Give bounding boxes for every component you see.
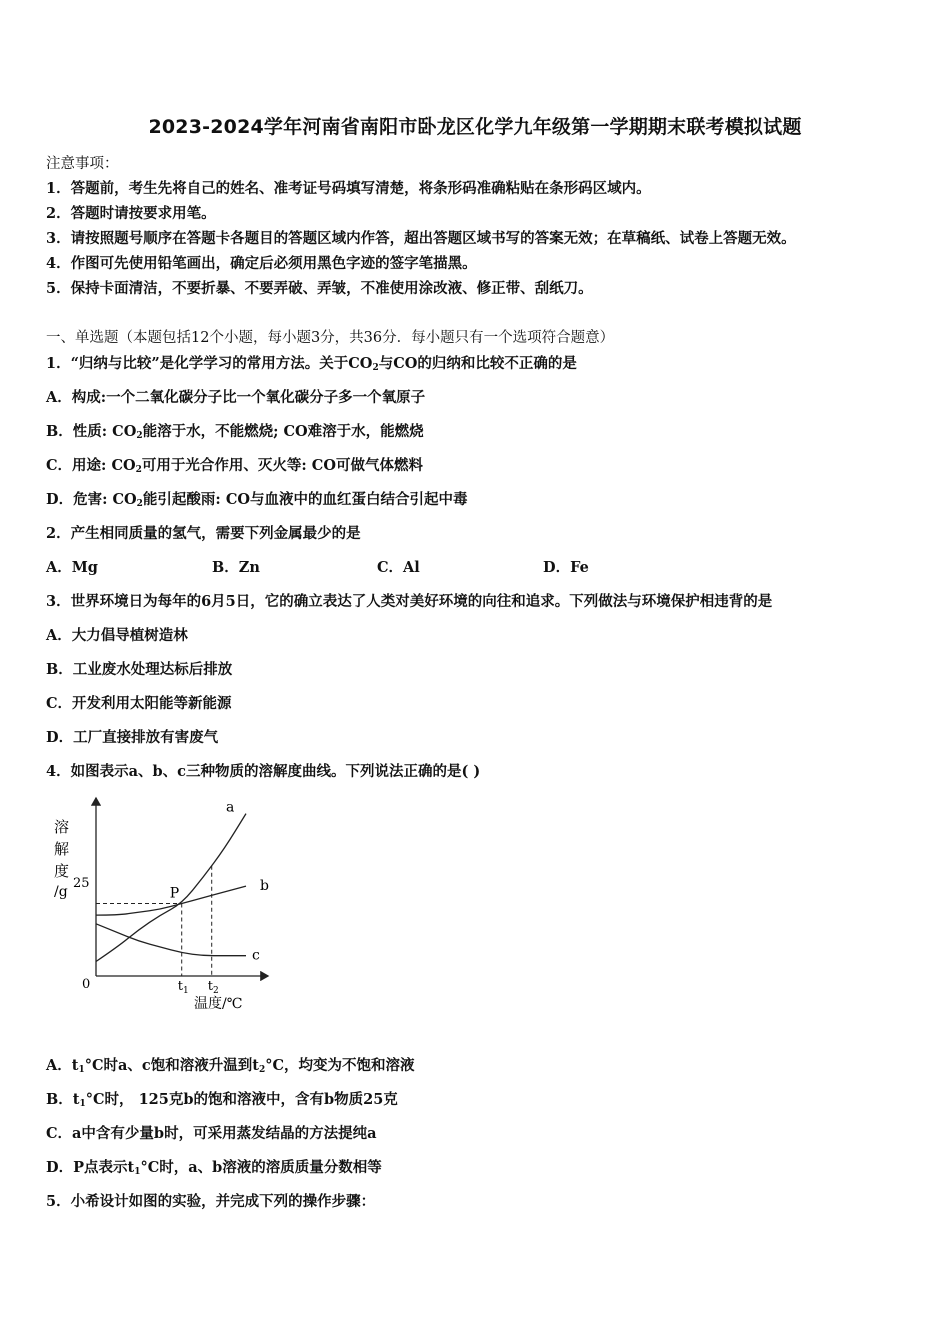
y-label-char: 溶 [54,818,70,836]
solubility-chart [46,790,286,1020]
question-2-stem: 2．产生相同质量的氢气，需要下列金属最少的是 [46,525,361,542]
q3-option-c: C．开发利用太阳能等新能源 [46,695,232,712]
q1-option-d: D．危害: $CO_2$能引起酸雨: CO与血液中的血红蛋白结合引起中毒 [46,491,468,509]
curve-label-c: c [252,947,260,964]
q3-option-b: B．工业废水处理达标后排放 [46,661,233,678]
notice-item: 4．作图可先使用铅笔画出，确定后必须用黑色字迹的签字笔描黑。 [46,255,477,272]
curve-c [96,924,246,956]
notice-item: 5．保持卡面清洁，不要折暴、不要弄破、弄皱，不准使用涂改液、修正带、刮纸刀。 [46,280,593,297]
question-5-stem: 5．小希设计如图的实验，并完成下列的操作步骤： [46,1193,376,1210]
notice-item: 2．答题时请按要求用笔。 [46,205,216,222]
q2-option-a: A．Mg [46,559,98,576]
q1-option-c: C．用途: $CO_2$可用于光合作用、灭火等: CO可做气体燃料 [46,457,423,475]
curve-label-b: b [260,878,269,895]
section-heading: 一、单选题（本题包括12个小题，每小题3分，共36分．每小题只有一个选项符合题意） [46,330,615,346]
q2-option-d: D．Fe [543,559,589,576]
q2-option-c: C．Al [377,559,420,576]
notice-item: 1．答题前，考生先将自己的姓名、准考证号码填写清楚，将条形码准确粘贴在条形码区域内。 [46,180,651,197]
x-label: 温度/℃ [194,996,243,1012]
curve-label-a: a [226,799,235,816]
question-4-stem: 4．如图表示a、b、c三种物质的溶解度曲线。下列说法正确的是( ) [46,763,481,780]
q1-option-b: B．性质: $CO_2$能溶于水，不能燃烧; CO难溶于水，能燃烧 [46,423,424,441]
q4-option-a: A．$t_1^\circ C$时a、c饱和溶液升温到$t_2^\circ C$，均变为不饱和溶液 [46,1057,415,1075]
page-title: 2023-2024学年河南省南阳市卧龙区化学九年级第一学期期末联考模拟试题 [148,116,802,138]
q4-option-d: D．P点表示$t_1^\circ C$时，a、b溶液的溶质质量分数相等 [46,1159,382,1177]
x-tick-t1: $t_1$ [177,979,189,996]
q4-option-c: C．a中含有少量b时，可采用蒸发结晶的方法提纯a [46,1125,377,1142]
notice-heading: 注意事项： [46,156,119,172]
notice-item: 3．请按照题号顺序在答题卡各题目的答题区域内作答，超出答题区域书写的答案无效；在草稿纸、试卷上答题无效。 [46,230,796,247]
q4-option-b: B．$t_1^\circ C$时， 125克b的饱和溶液中，含有b物质25克 [46,1091,398,1109]
y-label-char: /g [54,884,68,900]
point-p-label: P [169,885,180,902]
q1-option-a: A．构成:一个二氧化碳分子比一个氧化碳分子多一个氧原子 [46,389,426,406]
q3-option-d: D．工厂直接排放有害废气 [46,729,219,746]
q3-option-a: A．大力倡导植树造林 [46,627,188,644]
question-3-stem: 3．世界环境日为每年的6月5日，它的确立表达了人类对美好环境的向往和追求。下列做法与环境保护相违背的是 [46,593,773,610]
q2-option-b: B．Zn [212,559,260,576]
question-1-stem: 1．“归纳与比较”是化学学习的常用方法。关于$CO_2$与CO的归纳和比较不正确的是 [46,355,577,373]
y-label-char: 解 [54,840,70,858]
origin-label: 0 [82,977,91,992]
x-tick-t2: $t_2$ [207,979,219,996]
y-tick-25: 25 [73,876,90,891]
y-label-char: 度 [54,862,70,880]
